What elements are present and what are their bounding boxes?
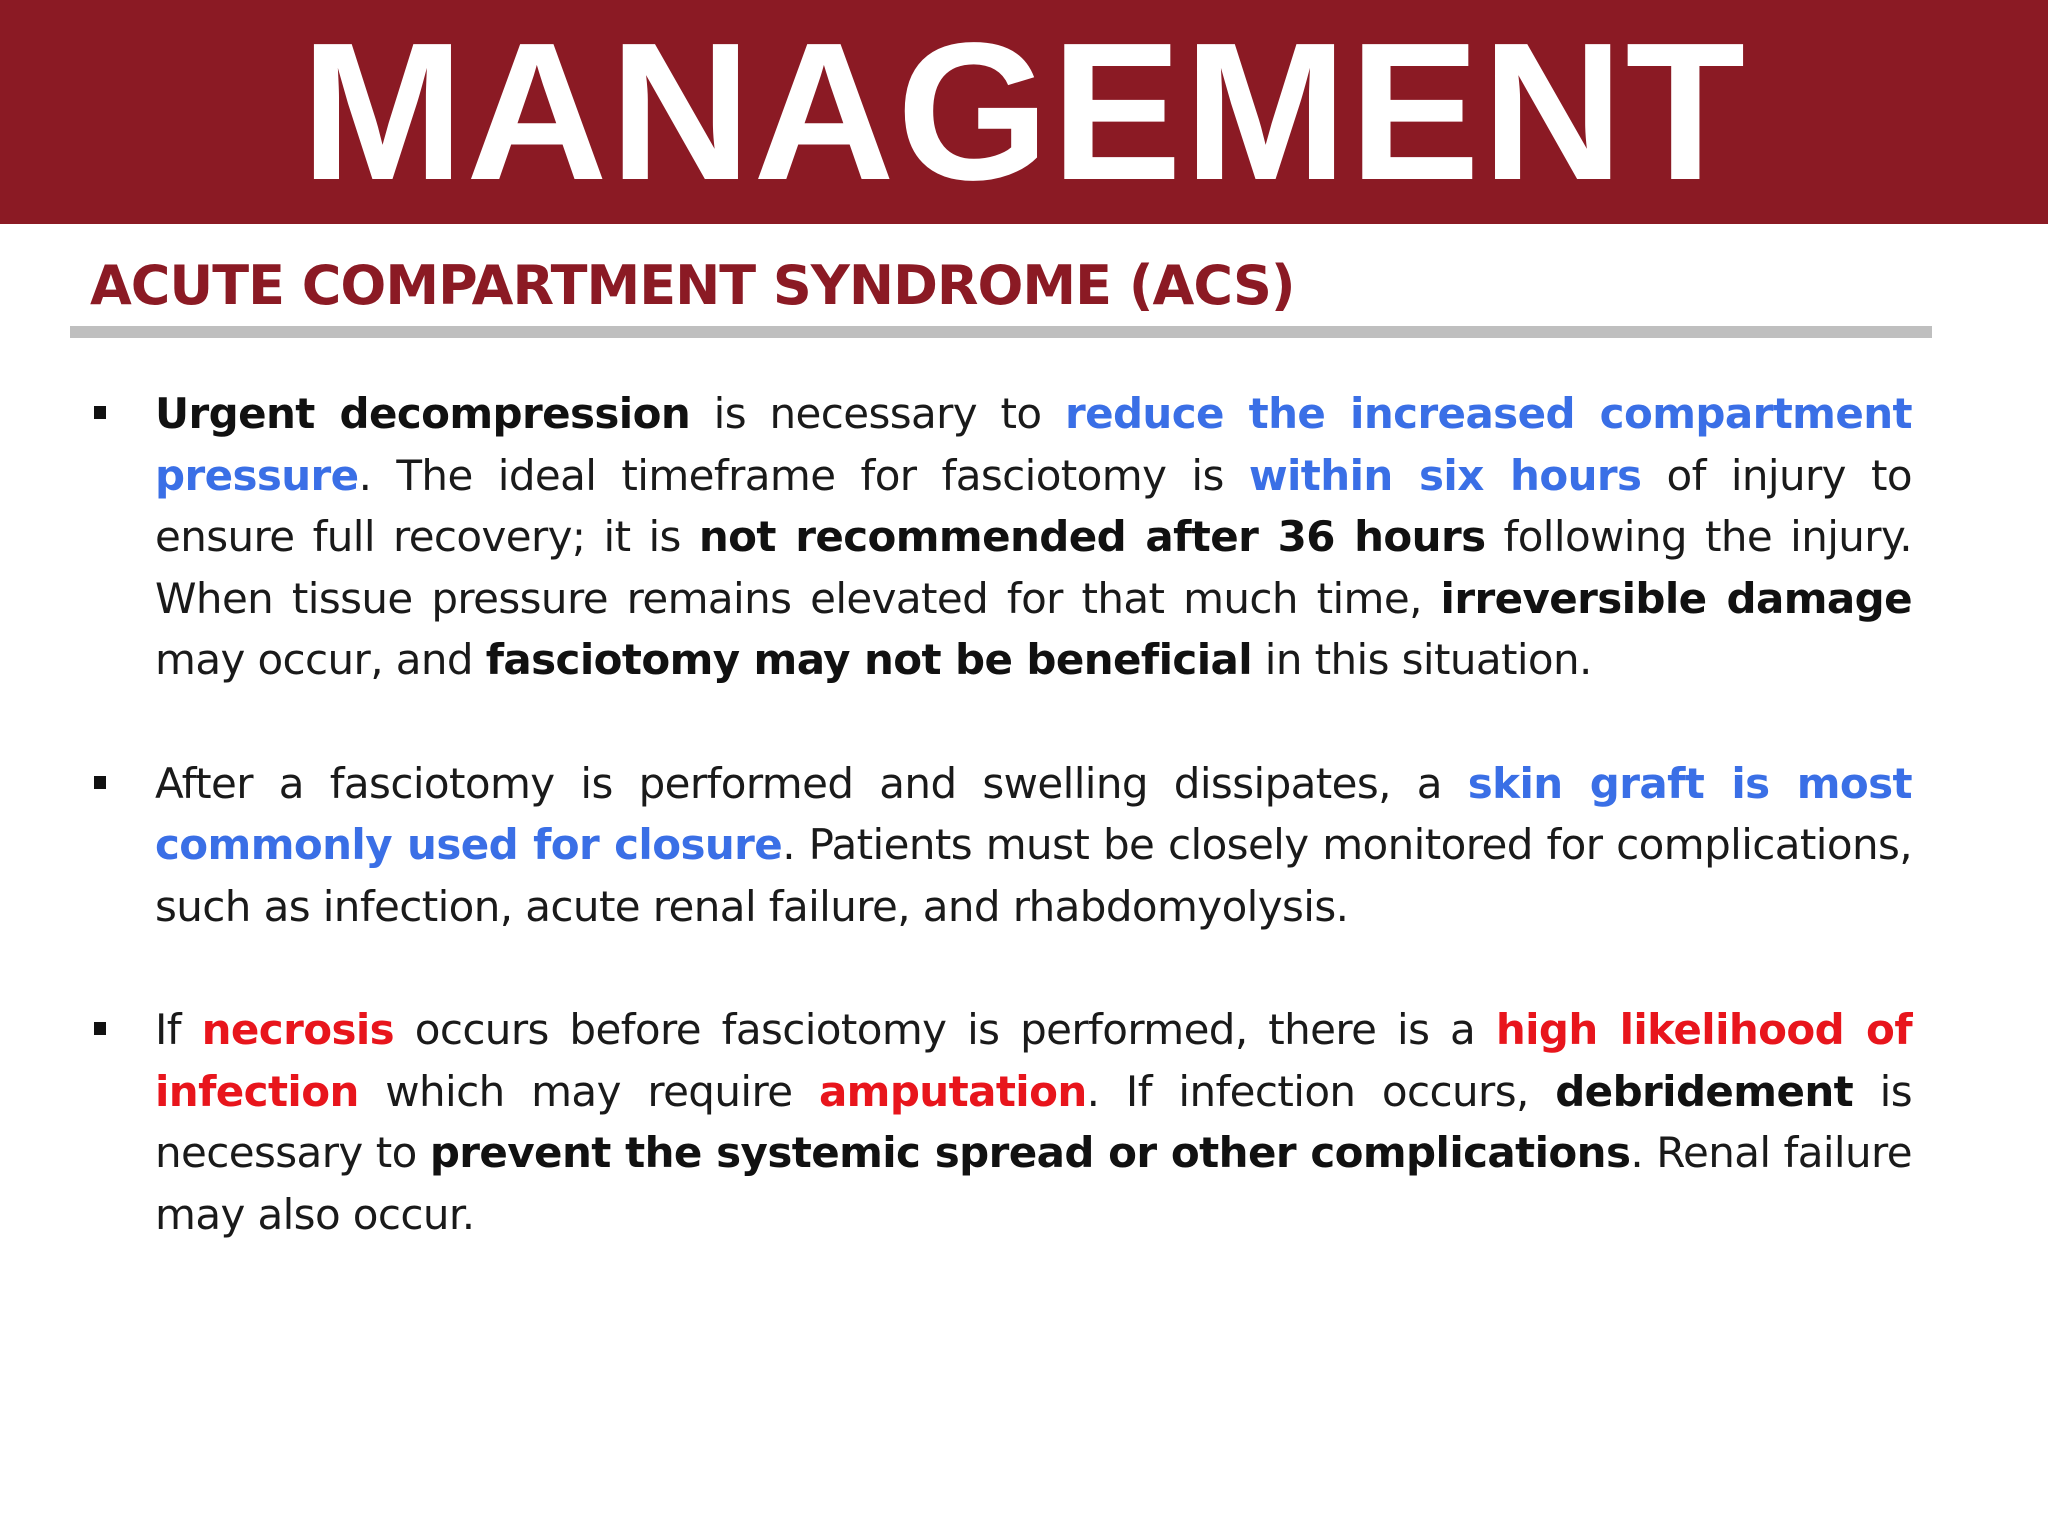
segment: is necessary to <box>155 1066 1912 1177</box>
segment: following the injury. When tissue pressure remains elevated for that much time, <box>155 512 1912 623</box>
segment: irreversible damage <box>1440 573 1912 623</box>
segment: of injury to ensure full recovery; it is <box>155 450 1912 561</box>
segment: which may require <box>358 1066 819 1116</box>
segment: After a fasciotomy is performed and swelling dissipates, a <box>155 758 1468 808</box>
bullet-item-necrosis <box>92 999 1912 1245</box>
square-bullet-icon <box>94 1022 106 1035</box>
segment: is necessary to <box>690 389 1065 438</box>
segment: not recommended after 36 hours <box>698 512 1486 561</box>
segment: . The ideal timeframe for fasciotomy is <box>358 450 1249 500</box>
segment: amputation <box>818 1066 1087 1116</box>
segment: reduce the increased compartment pressure <box>155 389 1913 500</box>
title-banner <box>0 0 2048 224</box>
segment: in this situation. <box>1252 635 1592 684</box>
bullet-item-decompression <box>92 383 1912 691</box>
slide-title: MANAGEMENT <box>300 2 1748 221</box>
segment: Urgent decompression <box>155 389 691 438</box>
segment: high likelihood of infection <box>155 1005 1912 1116</box>
segment: prevent the systemic spread or other complications <box>429 1128 1631 1177</box>
segment: If <box>155 1005 202 1054</box>
square-bullet-icon <box>94 406 106 419</box>
square-bullet-icon <box>94 776 106 789</box>
segment: fasciotomy may not be beneficial <box>485 635 1253 684</box>
segment: . Renal failure may also occur. <box>155 1128 1912 1239</box>
segment: . If infection occurs, <box>1086 1066 1556 1116</box>
segment: may occur, and <box>155 635 486 684</box>
segment: skin graft is most commonly used for closure <box>155 758 1912 869</box>
segment: . Patients must be closely monitored for complications, such as infection, acute renal failure, and rhabdomyolysis. <box>155 820 1912 931</box>
segment: debridement <box>1555 1066 1854 1116</box>
bullet-item-skin-graft <box>92 753 1912 938</box>
section-divider <box>70 326 1932 338</box>
section-title: ACUTE COMPARTMENT SYNDROME (ACS) <box>90 254 1295 317</box>
segment: occurs before fasciotomy is performed, there is a <box>394 1005 1496 1054</box>
segment: necrosis <box>201 1005 395 1054</box>
bullet-list <box>92 383 1912 1245</box>
segment: within six hours <box>1248 450 1642 500</box>
